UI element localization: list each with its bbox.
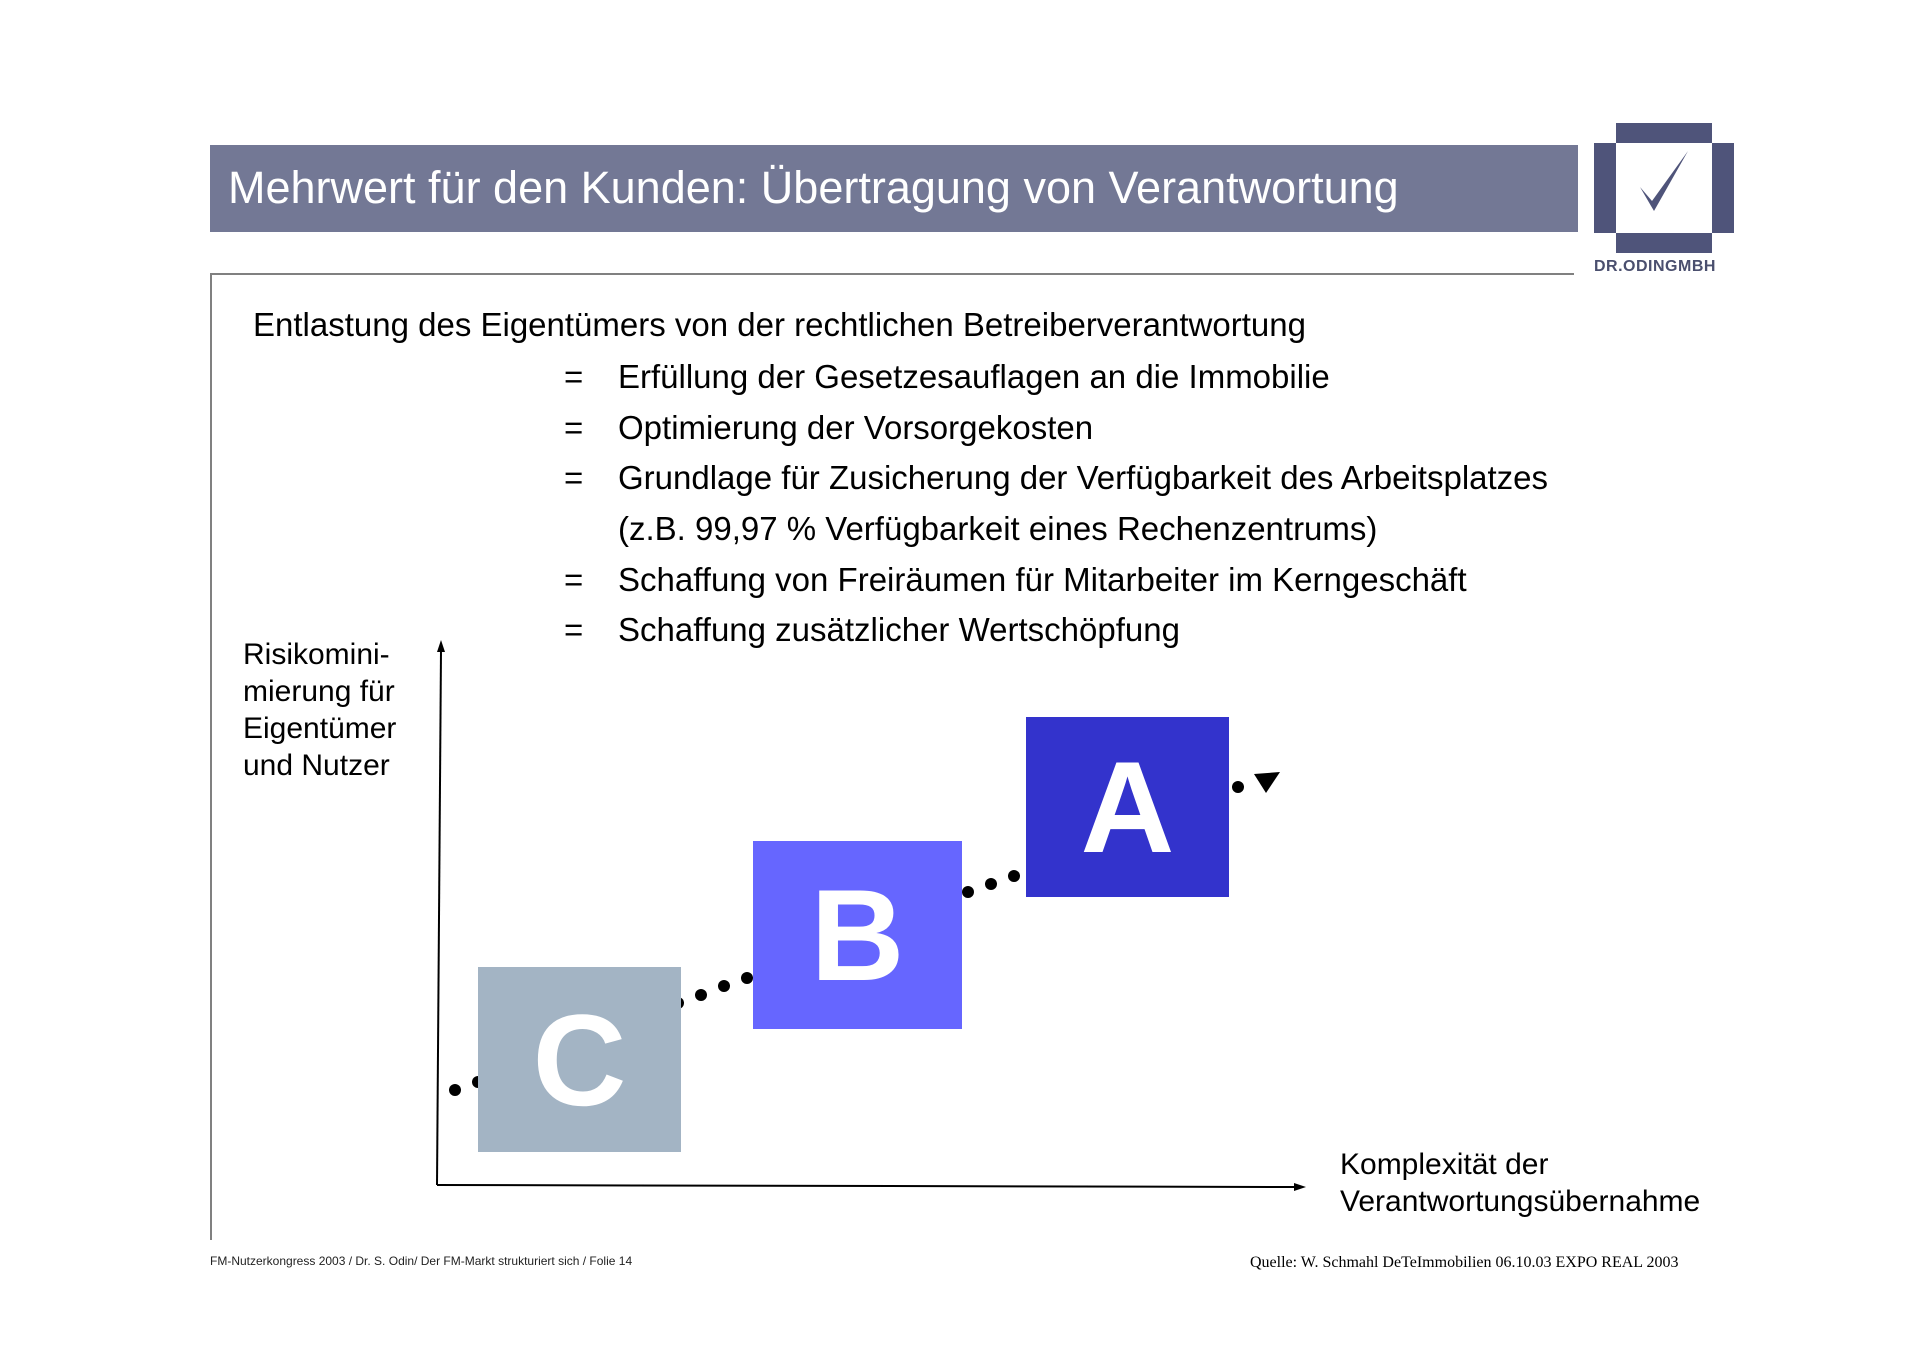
y-axis-label-line: mierung für [243, 675, 395, 708]
y-axis-label-line: und Nutzer [243, 749, 390, 782]
y-axis-arrowhead [437, 640, 445, 652]
bullet-marker: = [564, 560, 584, 598]
slide-title: Mehrwert für den Kunden: Übertragung von Verantwortung [228, 162, 1399, 213]
logo-wordmark: DR.ODINGMBH [1594, 258, 1716, 275]
x-axis-label-line: Komplexität der [1340, 1148, 1549, 1181]
y-axis [437, 650, 441, 1185]
bullet-marker: = [564, 358, 584, 395]
bullet-text: (z.B. 99,97 % Verfügbarkeit eines Rechenzentrums) [618, 510, 1378, 548]
x-axis-label-line: Verantwortungsübernahme [1340, 1185, 1701, 1218]
y-axis-label-line: Risikomini- [243, 638, 390, 671]
footer-source: Quelle: W. Schmahl DeTeImmobilien 06.10.03 EXPO REAL 2003 [1250, 1254, 1679, 1271]
bullet-text: Optimierung der Vorsorgekosten [618, 408, 1094, 446]
x-axis-arrowhead [1294, 1183, 1306, 1191]
bullet-text: Erfüllung der Gesetzesauflagen an die Immobilie [618, 358, 1330, 395]
bullet-text: Schaffung zusätzlicher Wertschöpfung [618, 611, 1180, 649]
bullet-marker: = [564, 408, 584, 446]
bullet-text: Schaffung von Freiräumen für Mitarbeiter im Kerngeschäft [618, 560, 1467, 598]
x-axis-label [1340, 1146, 1700, 1220]
x-axis [437, 1185, 1296, 1187]
bullet-marker: = [564, 459, 584, 497]
content-heading: Entlastung des Eigentümers von der rechtlichen Betreiberverantwortung [253, 306, 1306, 343]
y-axis-label-line: Eigentümer [243, 712, 397, 745]
footer-slide-info: FM-Nutzerkongress 2003 / Dr. S. Odin/ Der FM-Markt strukturiert sich / Folie 14 [210, 1254, 633, 1268]
bullet-marker: = [564, 611, 584, 649]
bullet-text: Grundlage für Zusicherung der Verfügbarkeit des Arbeitsplatzes [618, 459, 1549, 497]
level-b-box: B [753, 841, 962, 1029]
level-c-box: C [478, 967, 681, 1152]
progression-arrowhead [1254, 772, 1280, 793]
level-a-box: A [1026, 717, 1229, 897]
y-axis-label [243, 636, 396, 784]
